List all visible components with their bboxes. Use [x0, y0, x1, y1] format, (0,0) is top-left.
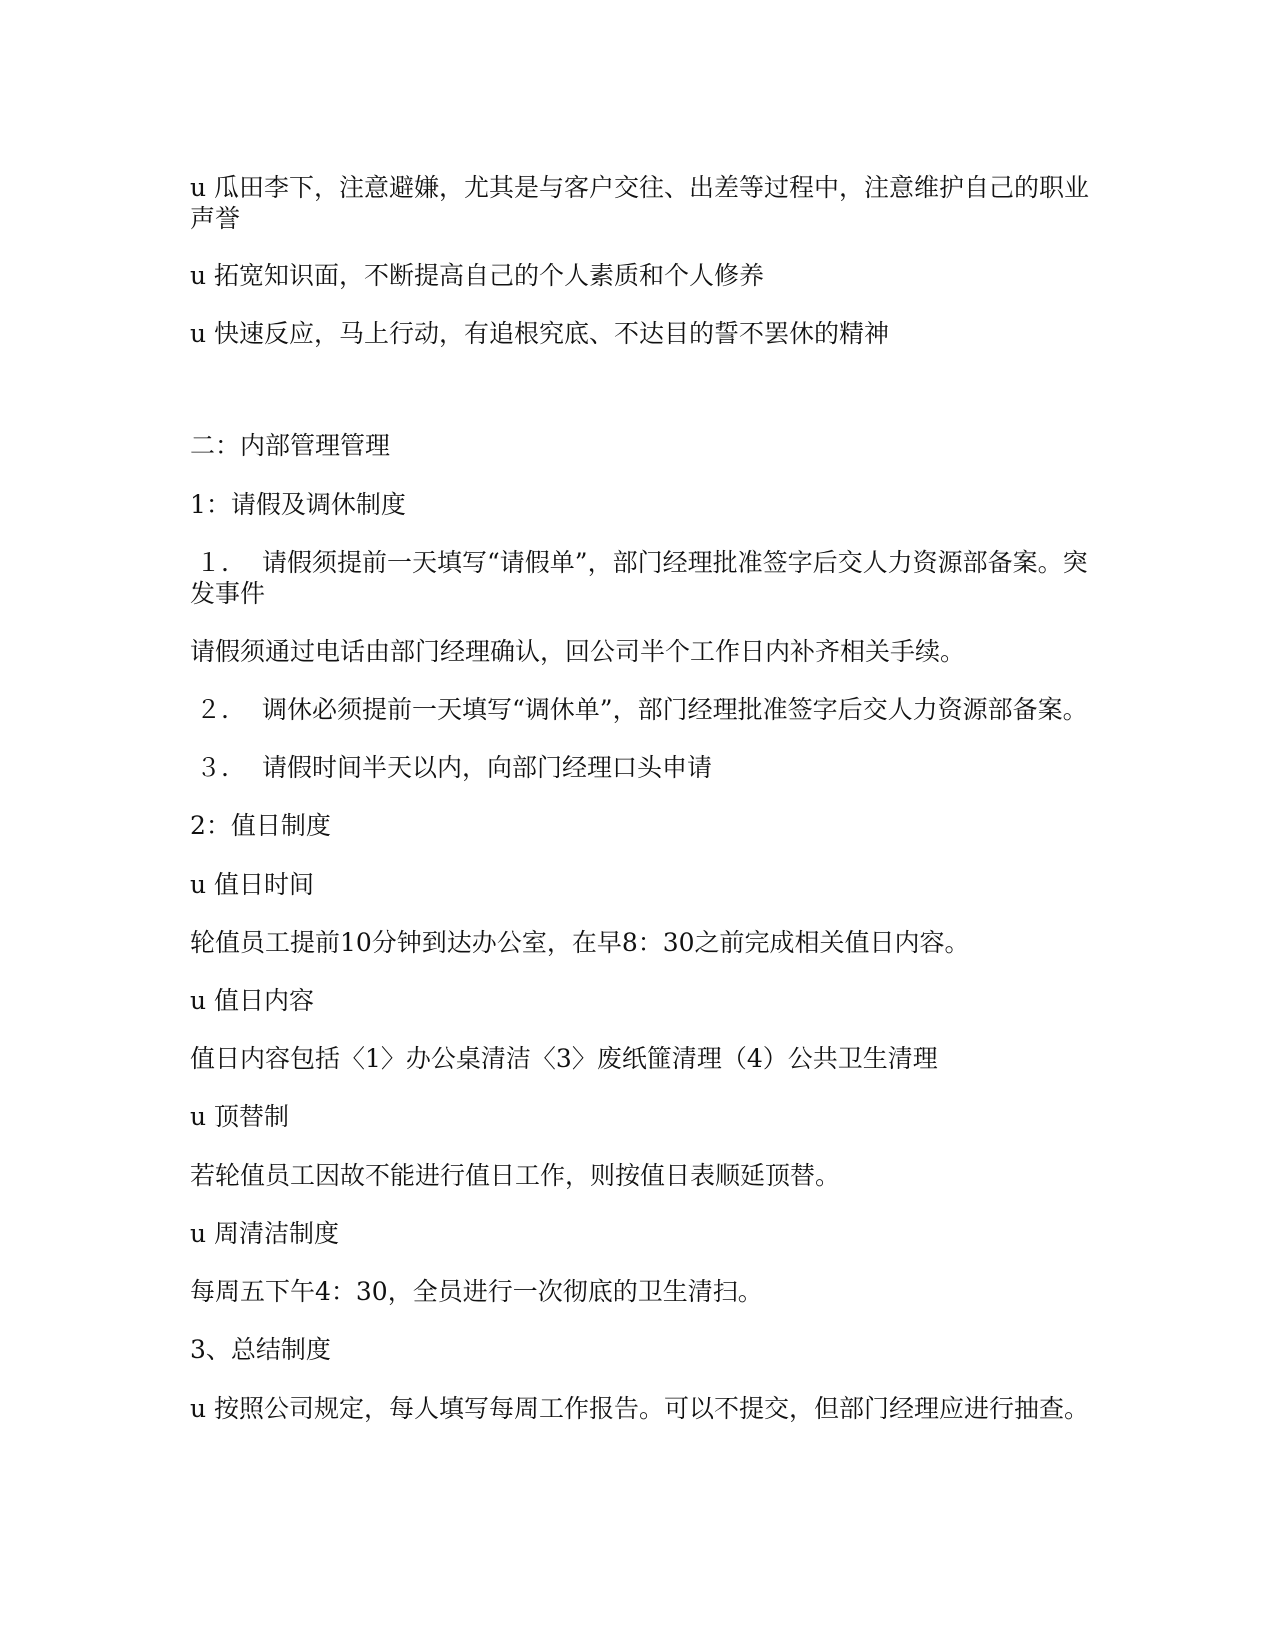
- paragraph-quick-action: u 快速反应，马上行动，有追根究底、不达目的誓不罢休的精神: [190, 319, 890, 348]
- leave-item-2-text: 调休必须提前一天填写“调休单”，部门经理批准签字后交人力资源部备案。: [262, 695, 1088, 724]
- duty-time-text: 轮值员工提前10分钟到达办公室，在早8：30之前完成相关值日内容。: [190, 928, 970, 957]
- leave-item-1: [190, 547, 1090, 609]
- summary-text: u 按照公司规定，每人填写每周工作报告。可以不提交，但部门经理应进行抽查。: [190, 1394, 1090, 1423]
- leave-item-3-text: 请假时间半天以内，向部门经理口头申请: [262, 753, 713, 782]
- paragraph-reputation: u 瓜田李下，注意避嫌，尤其是与客户交往、出差等过程中，注意维护自己的职业声誉: [190, 173, 1090, 233]
- duty-content-text: 值日内容包括〈1〉办公桌清洁〈3〉废纸篚清理（4）公共卫生清理: [190, 1044, 938, 1073]
- duty-content-label: u 值日内容: [190, 986, 315, 1015]
- replacement-label: u 顶替制: [190, 1102, 290, 1131]
- subsection-title-duty: 2：值日制度: [190, 811, 331, 840]
- section-title-internal-management: 二：内部管理管理: [190, 431, 391, 460]
- paragraph-knowledge: u 拓宽知识面，不断提高自己的个人素质和个人修养: [190, 261, 765, 290]
- replacement-text: 若轮值员工因故不能进行值日工作，则按值日表顺延顶替。: [190, 1161, 841, 1190]
- leave-item-3-number: ３.: [196, 753, 229, 782]
- duty-time-label: u 值日时间: [190, 870, 315, 899]
- leave-item-1-number: １.: [196, 548, 229, 577]
- weekly-cleaning-label: u 周清洁制度: [190, 1219, 340, 1248]
- subsection-title-summary: 3、总结制度: [190, 1335, 331, 1364]
- weekly-cleaning-text: 每周五下午4：30，全员进行一次彻底的卫生清扫。: [190, 1277, 763, 1306]
- leave-note: 请假须通过电话由部门经理确认，回公司半个工作日内补齐相关手续。: [190, 637, 966, 666]
- leave-item-2: [190, 694, 1090, 725]
- leave-item-2-number: ２.: [196, 695, 229, 724]
- subsection-title-leave: 1：请假及调休制度: [190, 490, 406, 519]
- leave-item-1-text: 请假须提前一天填写“请假单”，部门经理批准签字后交人力资源部备案。突发事件: [190, 548, 1088, 608]
- leave-item-3: [190, 752, 1090, 783]
